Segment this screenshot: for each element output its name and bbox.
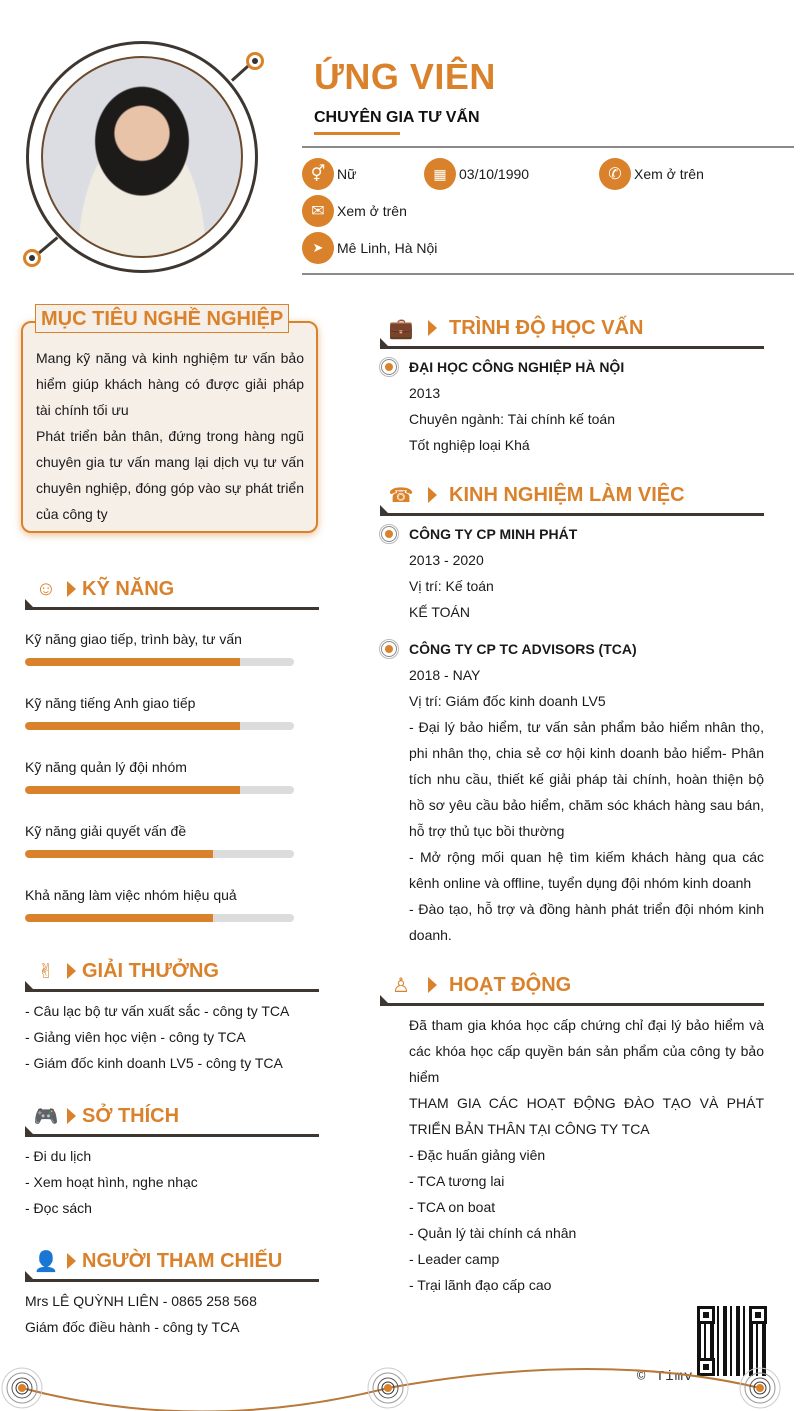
location-icon: ➤ (302, 232, 334, 264)
info-address (302, 232, 437, 264)
arrow-right-icon (428, 320, 437, 336)
activity-line: THAM GIA CÁC HOẠT ĐỘNG ĐÀO TẠO VÀ PHÁT TRIỂN BẢN THÂN TẠI CÔNG TY TCA (409, 1095, 764, 1137)
info-email (302, 195, 407, 227)
gender-icon: ⚥ (302, 158, 334, 190)
skill-item (25, 759, 294, 794)
section-divider (25, 989, 319, 992)
section-heading-hobbies (33, 1101, 179, 1131)
education-result: Tốt nghiệp loại Khá (409, 437, 530, 453)
section-divider (25, 1279, 319, 1282)
section-title: GIẢI THƯỞNG (82, 959, 219, 982)
company-name: CÔNG TY CP MINH PHÁT (409, 526, 578, 542)
list-item: - Đi du lịch (25, 1148, 92, 1164)
work-position: Vị trí: Kế toán (409, 578, 494, 594)
list-item: Mrs LÊ QUỲNH LIÊN - 0865 258 568 (25, 1293, 257, 1309)
school-name: ĐẠI HỌC CÔNG NGHIỆP HÀ NỘI (409, 359, 625, 375)
skill-label: Kỹ năng quản lý đội nhóm (25, 759, 187, 775)
target-icon (2, 1368, 42, 1408)
section-heading-awards (33, 956, 219, 986)
skill-label: Kỹ năng tiếng Anh giao tiếp (25, 695, 196, 711)
phone-value: Xem ở trên (634, 166, 704, 182)
arrow-right-icon (67, 581, 76, 597)
objective-title: MỤC TIÊU NGHỀ NGHIỆP (35, 304, 289, 333)
gender-value: Nữ (337, 166, 357, 182)
skill-item (25, 887, 294, 922)
skill-label: Kỹ năng giao tiếp, trình bày, tư vấn (25, 631, 242, 647)
skill-bar (25, 914, 294, 922)
objective-paragraph: Mang kỹ năng và kinh nghiệm tư vấn bảo hiểm giúp khách hàng có được giải pháp tài chính tối ưu (36, 350, 304, 418)
experience-entry (409, 521, 764, 625)
person-standing-icon: ♙ (392, 974, 410, 997)
list-item: - Xem hoạt hình, nghe nhạc (25, 1174, 198, 1190)
candidate-name: ỨNG VIÊN (314, 56, 496, 97)
list-item: - Câu lạc bộ tư vấn xuất sắc - công ty TCA (25, 1003, 290, 1019)
activity-line: - Đặc huấn giảng viên (409, 1147, 546, 1163)
person-icon: 👤 (33, 1250, 59, 1273)
arrow-right-icon (67, 1108, 76, 1124)
activity-line: - Leader camp (409, 1251, 500, 1267)
activities-list (409, 1012, 764, 1298)
section-title: KINH NGHIỆM LÀM VIỆC (449, 483, 685, 506)
office-phone-icon: ☎ (388, 484, 414, 507)
activity-line: - Quản lý tài chính cá nhân (409, 1225, 577, 1241)
work-description: - Mở rộng mối quan hệ tìm kiếm khách hàng qua các kênh online và offline, tuyển dụng đội nhóm kinh doanh (409, 849, 764, 891)
target-icon (740, 1368, 780, 1408)
decor-node-icon (246, 52, 264, 70)
section-divider (25, 607, 319, 610)
timeline-bullet-icon (379, 357, 399, 377)
work-description: - Đại lý bảo hiểm, tư vấn sản phẩm bảo hiểm nhân thọ, phi nhân thọ, chia sẻ cơ hội kinh doanh bảo hiểm- Phân tích nhu cầu, thiết kế giải pháp tài chính, hoàn thiện bộ hồ sơ yêu cầu bảo hiểm, chăm sóc khách hàng sau bán, hỗ trợ thủ tục bồi thường (409, 719, 764, 839)
job-title: CHUYÊN GIA TƯ VẤN (314, 109, 480, 126)
section-divider (25, 1134, 319, 1137)
section-title: NGƯỜI THAM CHIẾU (82, 1249, 283, 1272)
work-position: Vị trí: Giám đốc kinh doanh LV5 (409, 693, 606, 709)
info-gender (302, 158, 356, 190)
awards-list (25, 998, 289, 1076)
skill-label: Khả năng làm việc nhóm hiệu quả (25, 887, 237, 903)
education-major: Chuyên ngành: Tài chính kế toán (409, 411, 616, 427)
header-divider-top (302, 146, 794, 148)
activity-line: Đã tham gia khóa học cấp chứng chỉ đại lý bảo hiểm và các khóa học cấp quyền bán sản phẩm của công ty bảo hiểm (409, 1017, 764, 1085)
objective-box (21, 321, 318, 533)
award-icon: ✌ (37, 960, 55, 983)
decor-node-icon (23, 249, 41, 267)
footer-wave-decoration (0, 1355, 800, 1411)
list-item: - Giảng viên học viện - công ty TCA (25, 1029, 246, 1045)
list-item: - Đọc sách (25, 1200, 92, 1216)
work-description: - Đào tạo, hỗ trợ và đồng hành phát triển đội nhóm kinh doanh. (409, 901, 764, 943)
section-heading-experience (388, 480, 685, 510)
section-title: KỸ NĂNG (82, 577, 175, 600)
education-year: 2013 (409, 385, 441, 401)
info-phone (599, 158, 704, 190)
skill-item (25, 631, 294, 666)
education-entry (409, 354, 764, 458)
header-divider-bottom (302, 273, 794, 275)
timeline-bullet-icon (379, 639, 399, 659)
activity-line: - Trại lãnh đạo cấp cao (409, 1277, 552, 1293)
briefcase-icon: 💼 (388, 317, 414, 340)
brain-bubble-icon: ☺ (35, 577, 57, 600)
section-title: SỞ THÍCH (82, 1104, 180, 1127)
company-name: CÔNG TY CP TC ADVISORS (TCA) (409, 641, 637, 657)
calendar-icon: ▦ (424, 158, 456, 190)
info-birthday (424, 158, 529, 190)
objective-paragraph: Phát triển bản thân, đứng trong hàng ngũ chuyên gia tư vấn mang lại dịch vụ tư vấn chuyên nghiệp, đóng góp vào sự phát triển của công ty (36, 428, 304, 522)
section-divider (380, 346, 764, 349)
hobbies-list (25, 1143, 198, 1221)
skill-item (25, 695, 294, 730)
skill-label: Kỹ năng giải quyết vấn đề (25, 823, 187, 839)
arrow-right-icon (428, 977, 437, 993)
section-title: TRÌNH ĐỘ HỌC VẤN (449, 316, 644, 339)
address-value: Mê Linh, Hà Nội (337, 240, 438, 256)
skill-bar (25, 850, 294, 858)
skill-bar (25, 786, 294, 794)
work-period: 2018 - NAY (409, 667, 481, 683)
phone-icon: ✆ (599, 158, 631, 190)
copyright-text: © Timv (637, 1369, 694, 1385)
target-icon (368, 1368, 408, 1408)
list-item: - Giám đốc kinh doanh LV5 - công ty TCA (25, 1055, 283, 1071)
avatar (41, 56, 243, 258)
timeline-bullet-icon (379, 524, 399, 544)
list-item: Giám đốc điều hành - công ty TCA (25, 1319, 240, 1335)
gamepad-icon: 🎮 (33, 1105, 59, 1128)
section-title: HOẠT ĐỘNG (449, 973, 572, 996)
skill-bar (25, 658, 294, 666)
activity-line: - TCA on boat (409, 1199, 496, 1215)
work-description: KẾ TOÁN (409, 604, 470, 620)
section-divider (380, 513, 764, 516)
activity-line: - TCA tương lai (409, 1173, 505, 1189)
section-heading-education (388, 313, 643, 343)
section-heading-references (33, 1246, 282, 1276)
arrow-right-icon (67, 1253, 76, 1269)
work-period: 2013 - 2020 (409, 552, 484, 568)
experience-entry (409, 636, 764, 948)
skill-item (25, 823, 294, 858)
title-underline (314, 132, 400, 135)
arrow-right-icon (67, 963, 76, 979)
email-icon: ✉ (302, 195, 334, 227)
section-divider (380, 1003, 764, 1006)
skill-bar (25, 722, 294, 730)
section-heading-skills (33, 574, 174, 604)
birthday-value: 03/10/1990 (459, 166, 530, 182)
section-heading-activities (388, 970, 571, 1000)
email-value: Xem ở trên (337, 203, 407, 219)
arrow-right-icon (428, 487, 437, 503)
references-list (25, 1288, 257, 1340)
